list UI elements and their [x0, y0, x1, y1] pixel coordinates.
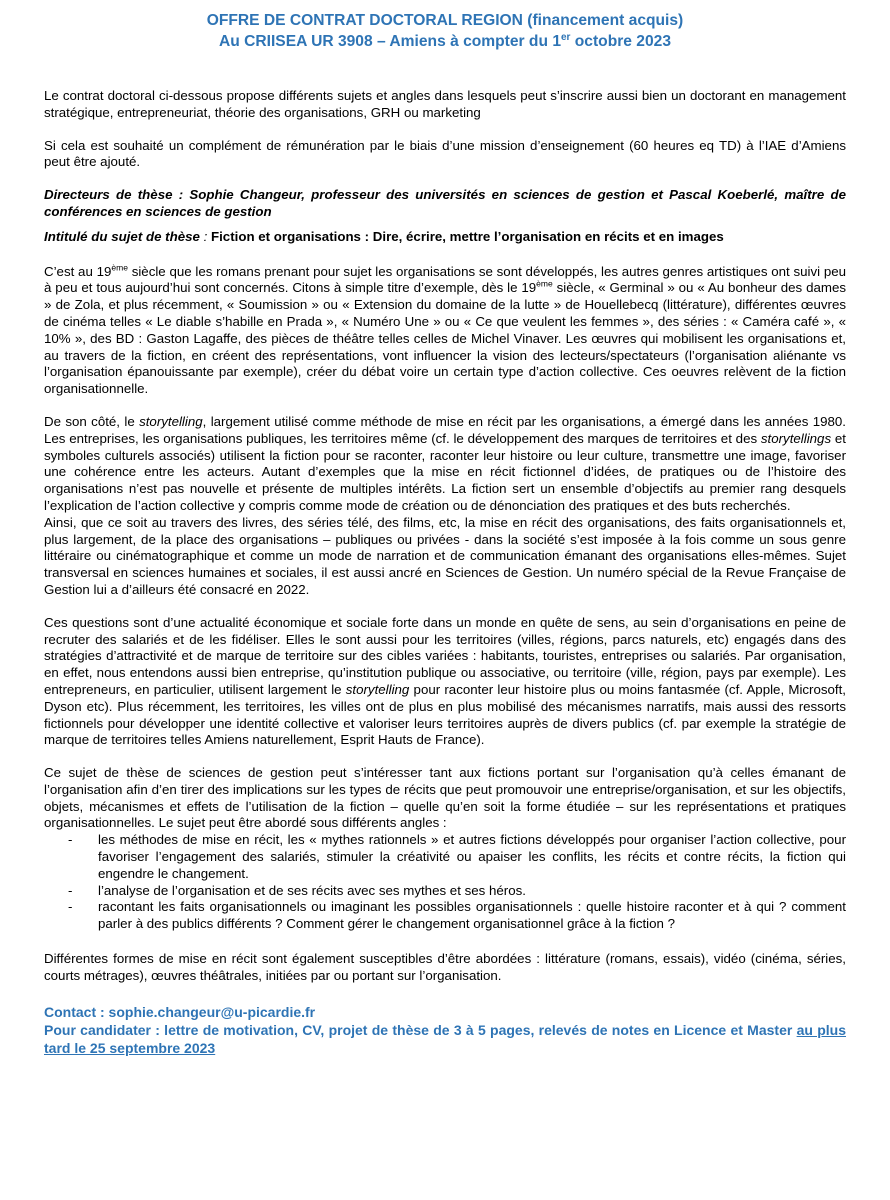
- intro-paragraph-2: Si cela est souhaité un complément de rémunération par le biais d’une mission d’enseignement (60 heures eq TD) à l’IAE d’Amiens peut être ajouté.: [44, 137, 846, 170]
- thesis-subject-label: Intitulé du sujet de thèse: [44, 228, 200, 244]
- title-superscript: er: [561, 31, 571, 43]
- paragraph-current-issues: Ces questions sont d’une actualité économique et sociale forte dans un monde en quête de sens, au sein d’organisations en peine de recruter des salariés et de les fidéliser. Elles le sont aussi pour les territoires (villes, régions, parcs naturels, etc) engagés dans des stratégies d’attractivité et de marque de territoire sur des cibles variées : habitants, touristes, entreprises ou salariés. Par organisation, en effet, nous entendons aussi bien entreprise, qu’institution publique ou associative, ou territoire (ville, région, pays par exemple). Les entrepreneurs, en particulier, utilisent largement le storytelling pour raconter leur histoire plus ou moins fantasmée (cf. Apple, Microsoft, Dyson etc). Plus récemment, les territoires, les villes ont de plus en plus mobilisé des mécanismes narratifs, mais aussi des ressorts fictionnels pour développer une identité collective et valoriser leurs territoires auprès de divers publics (cf. par exemple la stratégie de marque de territoires telles Amiens naturellement, Esprit Hauts de France).: [44, 614, 846, 748]
- title-line-2-start: Au CRIISEA UR 3908 – Amiens à compter du 1: [218, 33, 561, 50]
- title-line-2-end: octobre 2023: [570, 33, 671, 50]
- intro-paragraph-1: Le contrat doctoral ci-dessous propose différents sujets et angles dans lesquels peut s’inscrire aussi bien un doctorant en management stratégique, entrepreneuriat, théorie des organisations, GRH ou marketing: [44, 88, 846, 120]
- title-line-2: [44, 31, 846, 52]
- dash-bullet: -: [68, 882, 73, 898]
- italic-term: storytelling: [345, 681, 410, 697]
- list-item: - racontant les faits organisationnels ou imaginant les possibles organisationnels : quelle histoire raconter et à qui ? comment parler à des publics différents ? Comment gérer le changement organisationnel grâce à la fiction ?: [68, 899, 846, 932]
- paragraph-thesis-scope: Ce sujet de thèse de sciences de gestion peut s’intéresser tant aux fictions portant sur l’organisation qu’à celles émanant de l’organisation afin d’en tirer des implications sur les types de récits que peut promouvoir une entreprise/organisation, et sur les objectifs, objets, mécanismes et effets de l’utilisation de la fiction – quelle qu’en soit la forme étudiée – sur les représentations et pratiques organisationnelles. Le sujet peut être abordé sous différents angles :: [44, 765, 846, 831]
- thesis-subject-title: Fiction et organisations : Dire, écrire, mettre l’organisation en récits et en images: [210, 228, 724, 244]
- italic-term: storytellings: [760, 430, 832, 446]
- application-line: Pour candidater : lettre de motivation, CV, projet de thèse de 3 à 5 pages, relevés de notes en Licence et Master au plus tard le 25 septembre 2023: [44, 1021, 846, 1056]
- angles-list: [44, 832, 846, 933]
- italic-term: storytelling: [139, 413, 203, 429]
- thesis-subject: [44, 229, 846, 246]
- superscript-eme: ème: [111, 262, 128, 273]
- dash-bullet: -: [68, 832, 73, 848]
- thesis-directors: Directeurs de thèse : Sophie Changeur, professeur des universités en sciences de gestion et Pascal Koeberlé, maître de conférences en sciences de gestion: [44, 187, 846, 219]
- paragraph-forms: Différentes formes de mise en récit sont également susceptibles d’être abordées : littérature (romans, essais), vidéo (cinéma, séries, courts métrages), œuvres théâtrales, initiées par ou portant sur l’organisation.: [44, 951, 846, 983]
- title-line-1: OFFRE DE CONTRAT DOCTORAL REGION (financement acquis): [206, 12, 684, 29]
- deadline: au plus tard le 25 septembre 2023: [44, 1021, 846, 1056]
- contact-block: [44, 1003, 846, 1057]
- list-item: - les méthodes de mise en récit, les « mythes rationnels » et autres fictions développés pour organiser l’action collective, pour favoriser l’engagement des salariés, stimuler la créativité ou apaiser les conflits, les récits et contre récits, la fiction qui engendre le changement.: [68, 832, 846, 881]
- dash-bullet: -: [68, 899, 73, 915]
- thesis-subject-colon: :: [199, 228, 211, 244]
- superscript-eme: ème: [536, 278, 553, 289]
- list-item: - l’analyse de l’organisation et de ses récits avec ses mythes et ses héros.: [68, 882, 526, 898]
- paragraph-fiction-history: C’est au 19ème siècle que les romans prenant pour sujet les organisations se sont développés, les autres genres artistiques ont suivi peu à peu et tous aujourd’hui sont concernés. Citons à simple titre d’exemple, dès le 19ème siècle, « Germinal » ou « Au bonheur des dames » de Zola, et plus récemment, « Soumission » ou « Extension du domaine de la lutte » de Houellebecq (littérature), différentes œuvres de cinéma telles « Le diable s’habille en Prada », « Numéro Une » ou « Ce que veulent les femmes », des séries : « Caméra café », « 10% », des BD : Gaston Lagaffe, des pièces de théâtre telles celles de Michel Vinaver. Les œuvres qui mobilisent les organisations et, au travers de la fiction, en créent des représentations, vont influencer la vision des lecteurs/spectateurs (l’organisation aliénante vs l’organisation épanouissante par exemple), créer du débat voire un certain type d’action collective. Ces oeuvres relèvent de la fiction organisationnelle.: [44, 262, 847, 397]
- paragraph-narrative-place: Ainsi, que ce soit au travers des livres, des séries télé, des films, etc, la mise en récit des organisations, des faits organisationnels et, plus largement, de la place des organisations – publiques ou privées - dans la société s’est imposée à la fois comme un sous genre littéraire ou cinématographique et comme un mode de narration et de communication émanant des organisations elles-mêmes. Sujet transversal en sciences humaines et sociales, il est aussi ancré en Sciences de Gestion. Un numéro spécial de la Revue Française de Gestion lui a d’ailleurs été consacré en 2022.: [44, 514, 846, 597]
- contact-line: Contact : sophie.changeur@u-picardie.fr: [44, 1003, 316, 1020]
- header: [44, 10, 846, 52]
- paragraph-storytelling: De son côté, le storytelling, largement utilisé comme méthode de mise en récit par les organisations, a émergé dans les années 1980. Les entreprises, les organisations publiques, les territoires même (cf. le développement des marques de territoires et des storytellings et symboles culturels associés) utilisent la fiction pour se raconter, raconter leur histoire ou leur culture, transmettre une image, favoriser une cohérence entre les acteurs. Autant d’exemples que la mise en récit fictionnel d’idées, de pratiques ou de l’histoire des organisations n’est pas nouvelle et présente de multiples intérêts. La fiction sert un ensemble d’objectifs au premier rang desquels l’explication de l’action collective y compris comme mode de création ou de dénonciation des pratiques et des buts recherchés.: [44, 413, 846, 513]
